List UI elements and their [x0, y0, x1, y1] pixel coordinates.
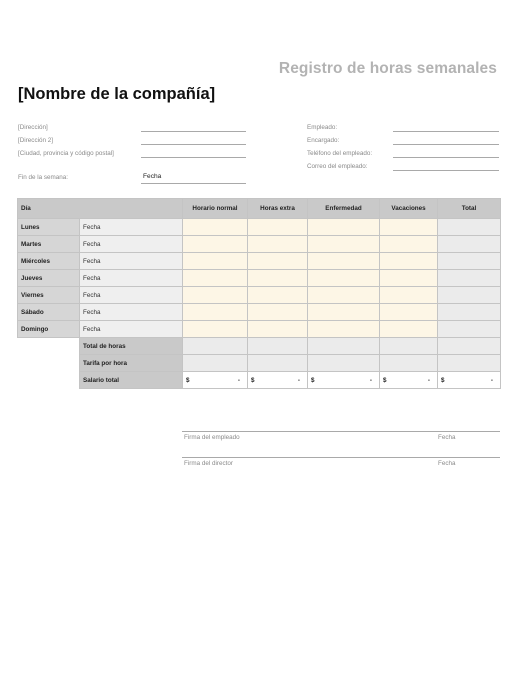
total-cell	[438, 270, 501, 287]
overtime-cell[interactable]	[248, 219, 308, 236]
salary-value: -	[237, 376, 240, 384]
date-cell[interactable]: Fecha	[80, 219, 183, 236]
total-cell	[438, 304, 501, 321]
document-title: Registro de horas semanales	[278, 60, 497, 77]
regular-hours-cell[interactable]	[183, 236, 248, 253]
sick-cell[interactable]	[308, 236, 380, 253]
table-header-row	[18, 199, 501, 219]
director-signature-label: Firma del director	[184, 460, 233, 467]
employee-email-field[interactable]	[393, 170, 499, 171]
address-line2-field[interactable]	[141, 144, 246, 145]
total-cell	[438, 253, 501, 270]
employee-label: Empleado:	[307, 124, 338, 131]
header-sick: Enfermedad	[308, 199, 380, 219]
currency-symbol: $	[383, 376, 387, 384]
sick-cell[interactable]	[308, 321, 380, 338]
vacation-cell[interactable]	[380, 253, 438, 270]
company-name[interactable]: [Nombre de la compañía]	[18, 85, 216, 103]
total-cell	[438, 321, 501, 338]
sick-cell[interactable]	[308, 270, 380, 287]
day-cell: Viernes	[18, 287, 80, 304]
table-row	[18, 270, 501, 287]
date-cell[interactable]: Fecha	[80, 270, 183, 287]
employee-field[interactable]	[393, 131, 499, 132]
employee-signature-date-label: Fecha	[438, 434, 456, 441]
manager-label: Encargado:	[307, 137, 340, 144]
day-cell: Miércoles	[18, 253, 80, 270]
currency-symbol: $	[441, 376, 445, 384]
day-cell: Sábado	[18, 304, 80, 321]
address-line3-field[interactable]	[141, 157, 246, 158]
table-row	[18, 253, 501, 270]
table-row	[18, 236, 501, 253]
total-cell	[438, 236, 501, 253]
total-regular-cell	[183, 338, 248, 355]
table-row	[18, 219, 501, 236]
total-salary-row	[18, 372, 501, 389]
regular-hours-cell[interactable]	[183, 219, 248, 236]
week-end-value[interactable]: Fecha	[143, 173, 162, 180]
address-line2-label[interactable]: [Dirección 2]	[18, 137, 53, 144]
director-signature-line[interactable]	[182, 457, 500, 458]
rate-regular-cell[interactable]	[183, 355, 248, 372]
sick-cell[interactable]	[308, 219, 380, 236]
employee-signature-line[interactable]	[182, 431, 500, 432]
overtime-cell[interactable]	[248, 287, 308, 304]
salary-vacation-cell	[380, 372, 438, 389]
salary-value: -	[490, 376, 493, 384]
employee-phone-field[interactable]	[393, 157, 499, 158]
total-hours-row	[18, 338, 501, 355]
header-regular: Horario normal	[183, 199, 248, 219]
overtime-cell[interactable]	[248, 321, 308, 338]
total-hours-label: Total de horas	[80, 338, 183, 355]
salary-regular-cell	[183, 372, 248, 389]
date-cell[interactable]: Fecha	[80, 253, 183, 270]
total-salary-label: Salario total	[80, 372, 183, 389]
address-line1-label[interactable]: [Dirección]	[18, 124, 48, 131]
header-overtime: Horas extra	[248, 199, 308, 219]
sick-cell[interactable]	[308, 304, 380, 321]
sick-cell[interactable]	[308, 287, 380, 304]
currency-symbol: $	[251, 376, 255, 384]
salary-overtime-cell	[248, 372, 308, 389]
week-end-field[interactable]	[141, 183, 246, 184]
currency-symbol: $	[311, 376, 315, 384]
overtime-cell[interactable]	[248, 236, 308, 253]
total-overtime-cell	[248, 338, 308, 355]
hourly-rate-row	[18, 355, 501, 372]
header-total: Total	[438, 199, 501, 219]
address-line3-label[interactable]: [Ciudad, provincia y código postal]	[18, 150, 114, 157]
salary-value: -	[369, 376, 372, 384]
vacation-cell[interactable]	[380, 304, 438, 321]
total-total-cell	[438, 338, 501, 355]
regular-hours-cell[interactable]	[183, 304, 248, 321]
table-row	[18, 304, 501, 321]
manager-field[interactable]	[393, 144, 499, 145]
regular-hours-cell[interactable]	[183, 253, 248, 270]
salary-total-cell	[438, 372, 501, 389]
total-vacation-cell	[380, 338, 438, 355]
vacation-cell[interactable]	[380, 236, 438, 253]
regular-hours-cell[interactable]	[183, 321, 248, 338]
employee-email-label: Correo del empleado:	[307, 163, 368, 170]
day-cell: Lunes	[18, 219, 80, 236]
date-cell[interactable]: Fecha	[80, 304, 183, 321]
employee-signature-label: Firma del empleado	[184, 434, 240, 441]
overtime-cell[interactable]	[248, 253, 308, 270]
regular-hours-cell[interactable]	[183, 287, 248, 304]
header-day: Día	[18, 199, 183, 219]
rate-overtime-cell[interactable]	[248, 355, 308, 372]
week-end-label: Fin de la semana:	[18, 174, 69, 181]
salary-value: -	[297, 376, 300, 384]
sick-cell[interactable]	[308, 253, 380, 270]
total-sick-cell	[308, 338, 380, 355]
overtime-cell[interactable]	[248, 270, 308, 287]
date-cell[interactable]: Fecha	[80, 236, 183, 253]
day-cell: Jueves	[18, 270, 80, 287]
table-row	[18, 321, 501, 338]
vacation-cell[interactable]	[380, 270, 438, 287]
day-cell: Domingo	[18, 321, 80, 338]
salary-sick-cell	[308, 372, 380, 389]
address-line1-field[interactable]	[141, 131, 246, 132]
vacation-cell[interactable]	[380, 321, 438, 338]
currency-symbol: $	[186, 376, 190, 384]
rate-total-cell	[438, 355, 501, 372]
header-vacation: Vacaciones	[380, 199, 438, 219]
timesheet-table	[17, 198, 501, 389]
hourly-rate-label: Tarifa por hora	[80, 355, 183, 372]
overtime-cell[interactable]	[248, 304, 308, 321]
salary-value: -	[427, 376, 430, 384]
regular-hours-cell[interactable]	[183, 270, 248, 287]
date-cell[interactable]: Fecha	[80, 287, 183, 304]
rate-sick-cell[interactable]	[308, 355, 380, 372]
total-cell	[438, 287, 501, 304]
rate-vacation-cell[interactable]	[380, 355, 438, 372]
vacation-cell[interactable]	[380, 287, 438, 304]
table-row	[18, 287, 501, 304]
day-cell: Martes	[18, 236, 80, 253]
vacation-cell[interactable]	[380, 219, 438, 236]
total-cell	[438, 219, 501, 236]
date-cell[interactable]: Fecha	[80, 321, 183, 338]
employee-phone-label: Teléfono del empleado:	[307, 150, 373, 157]
director-signature-date-label: Fecha	[438, 460, 456, 467]
